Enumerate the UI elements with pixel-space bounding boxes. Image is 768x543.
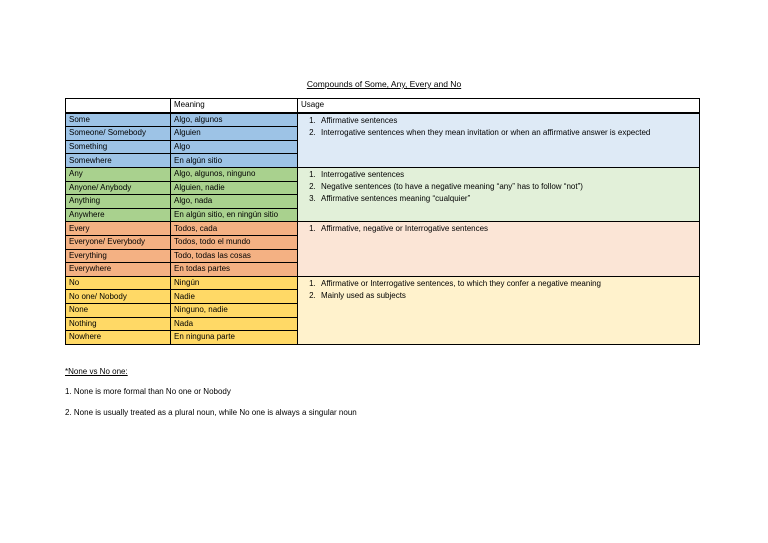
meaning-cell: Algo, algunos, ninguno xyxy=(171,167,298,181)
meaning-cell: Todos, cada xyxy=(171,222,298,236)
usage-cell-no xyxy=(298,276,700,344)
table-row xyxy=(66,276,700,290)
word-cell: Something xyxy=(66,140,171,154)
usage-item: 1. Affirmative sentences xyxy=(318,115,695,127)
word-cell: Nowhere xyxy=(66,331,171,345)
meaning-cell: Nadie xyxy=(171,290,298,304)
usage-list xyxy=(302,278,695,302)
word-cell: Some xyxy=(66,113,171,127)
word-cell: No xyxy=(66,276,171,290)
word-cell: Anything xyxy=(66,195,171,209)
usage-item: 2. Interrogative sentences when they mean invitation or when an affirmative answer is expected xyxy=(318,127,695,139)
note-item: 1. None is more formal than No one or Nobody xyxy=(65,387,231,396)
notes-title: *None vs No one: xyxy=(65,367,128,376)
header-word xyxy=(66,99,171,113)
usage-list xyxy=(302,169,695,205)
meaning-cell: Algo, nada xyxy=(171,195,298,209)
word-cell: Anyone/ Anybody xyxy=(66,181,171,195)
word-cell: Nothing xyxy=(66,317,171,331)
usage-list xyxy=(302,223,695,235)
header-usage: Usage xyxy=(298,99,700,113)
word-cell: Somewhere xyxy=(66,154,171,168)
usage-cell-every xyxy=(298,222,700,276)
word-cell: Any xyxy=(66,167,171,181)
meaning-cell: En ninguna parte xyxy=(171,331,298,345)
header-meaning: Meaning xyxy=(171,99,298,113)
meaning-cell: Ninguno, nadie xyxy=(171,303,298,317)
usage-cell-any xyxy=(298,167,700,221)
table-row xyxy=(66,113,700,127)
table-row xyxy=(66,222,700,236)
meaning-cell: En algún sitio xyxy=(171,154,298,168)
note-item: 2. None is usually treated as a plural noun, while No one is always a singular noun xyxy=(65,408,357,417)
usage-item: 1. Affirmative or Interrogative sentences, to which they confer a negative meaning xyxy=(318,278,695,290)
table-header-row xyxy=(66,99,700,113)
meaning-cell: Ningún xyxy=(171,276,298,290)
meaning-cell: Todos, todo el mundo xyxy=(171,235,298,249)
meaning-cell: Todo, todas las cosas xyxy=(171,249,298,263)
meaning-cell: Alguien xyxy=(171,127,298,141)
word-cell: None xyxy=(66,303,171,317)
usage-cell-some xyxy=(298,113,700,168)
meaning-cell: En todas partes xyxy=(171,263,298,277)
meaning-cell: Nada xyxy=(171,317,298,331)
usage-item: 2. Mainly used as subjects xyxy=(318,290,695,302)
usage-list xyxy=(302,115,695,139)
word-cell: Anywhere xyxy=(66,208,171,222)
word-cell: Everywhere xyxy=(66,263,171,277)
word-cell: Everyone/ Everybody xyxy=(66,235,171,249)
usage-item: 2. Negative sentences (to have a negative meaning “any” has to follow “not”) xyxy=(318,181,695,193)
word-cell: No one/ Nobody xyxy=(66,290,171,304)
document-title: Compounds of Some, Any, Every and No xyxy=(306,79,462,89)
table-row xyxy=(66,167,700,181)
usage-item: 3. Affirmative sentences meaning “cualquier” xyxy=(318,193,695,205)
meaning-cell: Algo xyxy=(171,140,298,154)
meaning-cell: Alguien, nadie xyxy=(171,181,298,195)
word-cell: Every xyxy=(66,222,171,236)
usage-item: 1. Affirmative, negative or Interrogative sentences xyxy=(318,223,695,235)
meaning-cell: En algún sitio, en ningún sitio xyxy=(171,208,298,222)
word-cell: Everything xyxy=(66,249,171,263)
compounds-table xyxy=(65,98,700,345)
word-cell: Someone/ Somebody xyxy=(66,127,171,141)
meaning-cell: Algo, algunos xyxy=(171,113,298,127)
usage-item: 1. Interrogative sentences xyxy=(318,169,695,181)
